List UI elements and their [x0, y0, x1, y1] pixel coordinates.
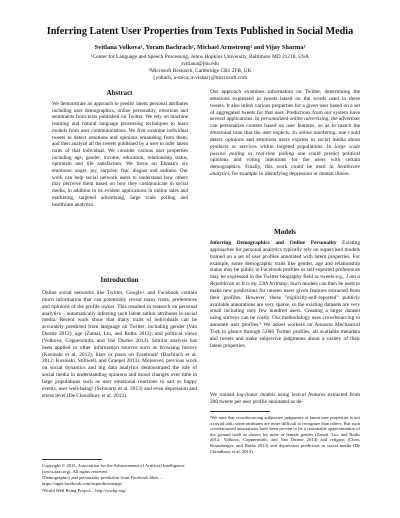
- text-run: , the advertiser can personalize content based on user features, so as to match the emotional tone that the user expects. In: [210, 116, 361, 137]
- text-run: Existing approaches for personal analytics typically rely on supervised models trained on a set of user profiles annotated with latent properties. For example, some demographic traits like gender, age and relationship status may be public in Facebook profiles or self-reported preferences may be expressed in the Twitter biography field or tweets e.g.,: [210, 240, 360, 281]
- footnote-rule-right: [210, 411, 270, 412]
- text-run: , one could detect opinions and emotions users express in social media about products or services within targeted populations. In: [210, 130, 360, 150]
- text-run: or: [234, 281, 242, 288]
- emphasis: online marketing: [298, 130, 336, 137]
- emphasis: healthcare analytics: [210, 164, 360, 178]
- text-run: We trained: [210, 392, 237, 398]
- footnote-rule: [42, 459, 102, 460]
- footnote-2: ²World Well Being Project – http://wwbp.org/: [42, 488, 126, 493]
- text-run: one could predict political opinions and voting intentions for the users with certain demographics. Finally, this work could be used in: [210, 150, 360, 171]
- emphasis: real-time polling: [255, 150, 294, 157]
- footnote-1: ¹Demographics and personality prediction from Facebook likes – https://apps.facebook.com/snpredictionapp/: [42, 475, 162, 486]
- text-run: , for example in identifying depression or mental illness.: [229, 171, 351, 178]
- emphasis: It is my 23th birthday: [241, 281, 288, 288]
- emphasis: I am a Republican: [210, 274, 360, 288]
- text-run: . Such models can then be used to make new predictions for unseen users given features extracted from their profiles. However, these "explicitly-self-reported" publicly available annotations are very sparse, so the existing datasets are very small including only few hundred users. Creating a larger dataset using surveys can be costly. Our methodology uses crowdsourcing to annotate user profiles.³ We asked workers on Amazon Mechanical Turk to glance through 5,000 Twitter profiles, all available metadata and tweets and make subjective judgments about a variety of their latent properties.: [210, 281, 360, 349]
- affiliation-2: ²Microsoft Research, Cambridge CB1 2FB, UK: [148, 68, 252, 74]
- abstract-text: We demonstrate an approach to predict latent personal attributes including user demographics, online personality, emotions and sentiments from texts published on Twitter. We rely on machine learning and natural language processing techniques to learn models from user communications. We first examine individual tweets to detect emotions and opinions emanating from them, and then analyze all the tweets published by a user to infer latent traits of that individual. We consider various user properties including age, gender, income, education, relationship status, optimism and life satisfaction. We focus on Ekman's six emotions: anger, joy, surprise, fear, disgust and sadness. Our work can help social network users to understand how others may perceive them based on how they communicate in social media, in addition to its evident applications in online sales and marketing, targeted advertising, large scale polling and healthcare analytics.: [52, 101, 188, 208]
- footnote-3: ³We note that crowdsourcing subjective judgments of latent user properties is not a trivial task; some attributes are more difficult to recognize than others. But such crowdsourced annotations have been proven to be a reasonable approximation of the ground truth as shown for male or female gender (Zamal, Liu, and Ruths 2012; Volkova, Coppersmith, and Van Durme 2014) and religion (Chen, Rosenberger, and Ruths 2013) and depression prediction in social media (De Choudhury et al. 2013).: [210, 415, 360, 454]
- emphasis: large scale passive polling: [210, 143, 360, 157]
- paper-title: Inferring Latent User Properties from Texts Published in Social Media: [46, 26, 354, 37]
- emphasis: lexical features: [291, 392, 326, 398]
- abstract-heading: Abstract: [106, 89, 133, 97]
- subsection-heading: Inferring Demographics and Online Personality: [210, 240, 337, 246]
- models-paragraph-2: [210, 392, 360, 406]
- text-run: using: [275, 392, 292, 398]
- email-1: svitlana@jhu.edu: [181, 61, 219, 67]
- copyright-note: Copyright © 2015, Association for the Advancement of Artificial Intelligence (www.aaai.org). All rights reserved.: [42, 463, 185, 474]
- text-run: extracted from 200 tweets per user profile annotated as de-: [210, 392, 360, 405]
- models-heading: Models: [274, 228, 296, 236]
- applications-paragraph: [210, 89, 360, 178]
- text-run: or: [244, 150, 256, 157]
- text-run: Our approach examines information on Twitter, determining the emotions expressed in tweets based on the words used in these tweets. It also infers various properties for a given user based on a set of aggregated tweets for that user. Predictions from our system have several applications. In: [210, 89, 360, 123]
- emphasis: log-linear models: [236, 392, 276, 398]
- email-2: {yobach, a-mica, a-vishar}@microsoft.com: [152, 75, 248, 81]
- emphasis: personalized online advertising: [260, 116, 329, 123]
- introduction-heading: Introduction: [100, 276, 139, 284]
- author-list: Svitlana Volkova¹, Yoram Bachrach², Michael Armstrong² and Vijay Sharma²: [94, 44, 306, 51]
- introduction-text: Online social networks like Twitter, Google+ and Facebook contain much information that can potentially reveal many traits, preferences and opinions of the profile owner. This resulted in research on personal analytics – automatically inferring such latent author attributes in social media. Recent work show that many traits of individuals can be accurately predicted from language on Twitter, including gender (Van Durme 2012), age (Zamal, Liu, and Ruths 2012), and political views (Volkova, Coppersmith, and Van Durme 2014). Similar analysis has been applied to other information sources such as browsing history (Kosinski et al. 2012), likes or posts on Facebook¹ (Bachrach et al. 2012; Kosinski, Stillwell, and Graepel 2013). Moreover, previous work on social dynamics and big data analytics demonstrated the role of social media in understanding opinions and mood changes over time in large populations such as user emotional reactions to sad or happy events, user well-being² (Schwartz et al. 2013) and even depression and stress level (De Choudhury et al. 2013).: [42, 290, 197, 399]
- affiliation-1: ¹Center for Language and Speech Processing, Johns Hopkins University, Baltimore MD 21218, USA: [91, 54, 309, 60]
- models-paragraph-1: [210, 240, 360, 350]
